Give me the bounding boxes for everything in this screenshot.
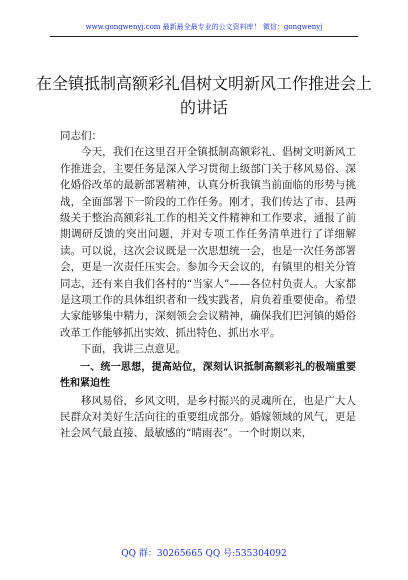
header-divider [50,36,358,37]
site-header: www.gongwenyj.com 最新最全最专业的公文资料库！ 微信：gongwenyj [85,23,323,31]
body-paragraph: 今天，我们在这里召开全镇抵制高额彩礼、倡树文明新风工作推进会，主要任务是深入学习贯彻上级部门关于移风易俗、深化婚俗改革的最新部署精神，认真分析我镇当前面临的形势与挑战，全面部署下一阶段的工作任务。刚才，我们传达了市、县两级关于整治高额彩礼工作的相关文件精神和工作要求，通报了前期调研反馈的突出问题，并对专项工作任务清单进行了详细解读。可以说，这次会议既是一次思想统一会，也是一次任务部署会，更是一次责任压实会。参加今天会议的，有镇里的相关分管同志，还有来自我们各村的“当家人”——各位村负责人。大家都是这项工作的具体组织者和一线实践者，肩负着重要使命。希望大家能够集中精力，深刻领会会议精神，确保我们巴河镇的婚俗改革工作能够抓出实效、抓出特色、抓出水平。 [60,146,356,339]
contact-footer: QQ 群：30265665 QQ 号:535304092 [121,549,287,559]
body-paragraph: 下面，我讲三点意见。 [81,343,186,356]
document-title: 在全镇抵制高额彩礼倡树文明新风工作推进会上的讲话 [35,74,372,117]
document-body [60,128,356,442]
salutation: 同志们： [60,130,102,142]
section-paragraph: 移风易俗，乡风文明，是乡村振兴的灵魂所在，也是广大人民群众对美好生活向往的重要组成部分。婚嫁领域的风气，更是社会风气最直接、最敏感的“晴雨表”。一个时期以来， [60,394,356,440]
section-heading: 一、统一思想，提高站位，深刻认识抵制高额彩礼的极端重要性和紧迫性 [60,361,356,390]
